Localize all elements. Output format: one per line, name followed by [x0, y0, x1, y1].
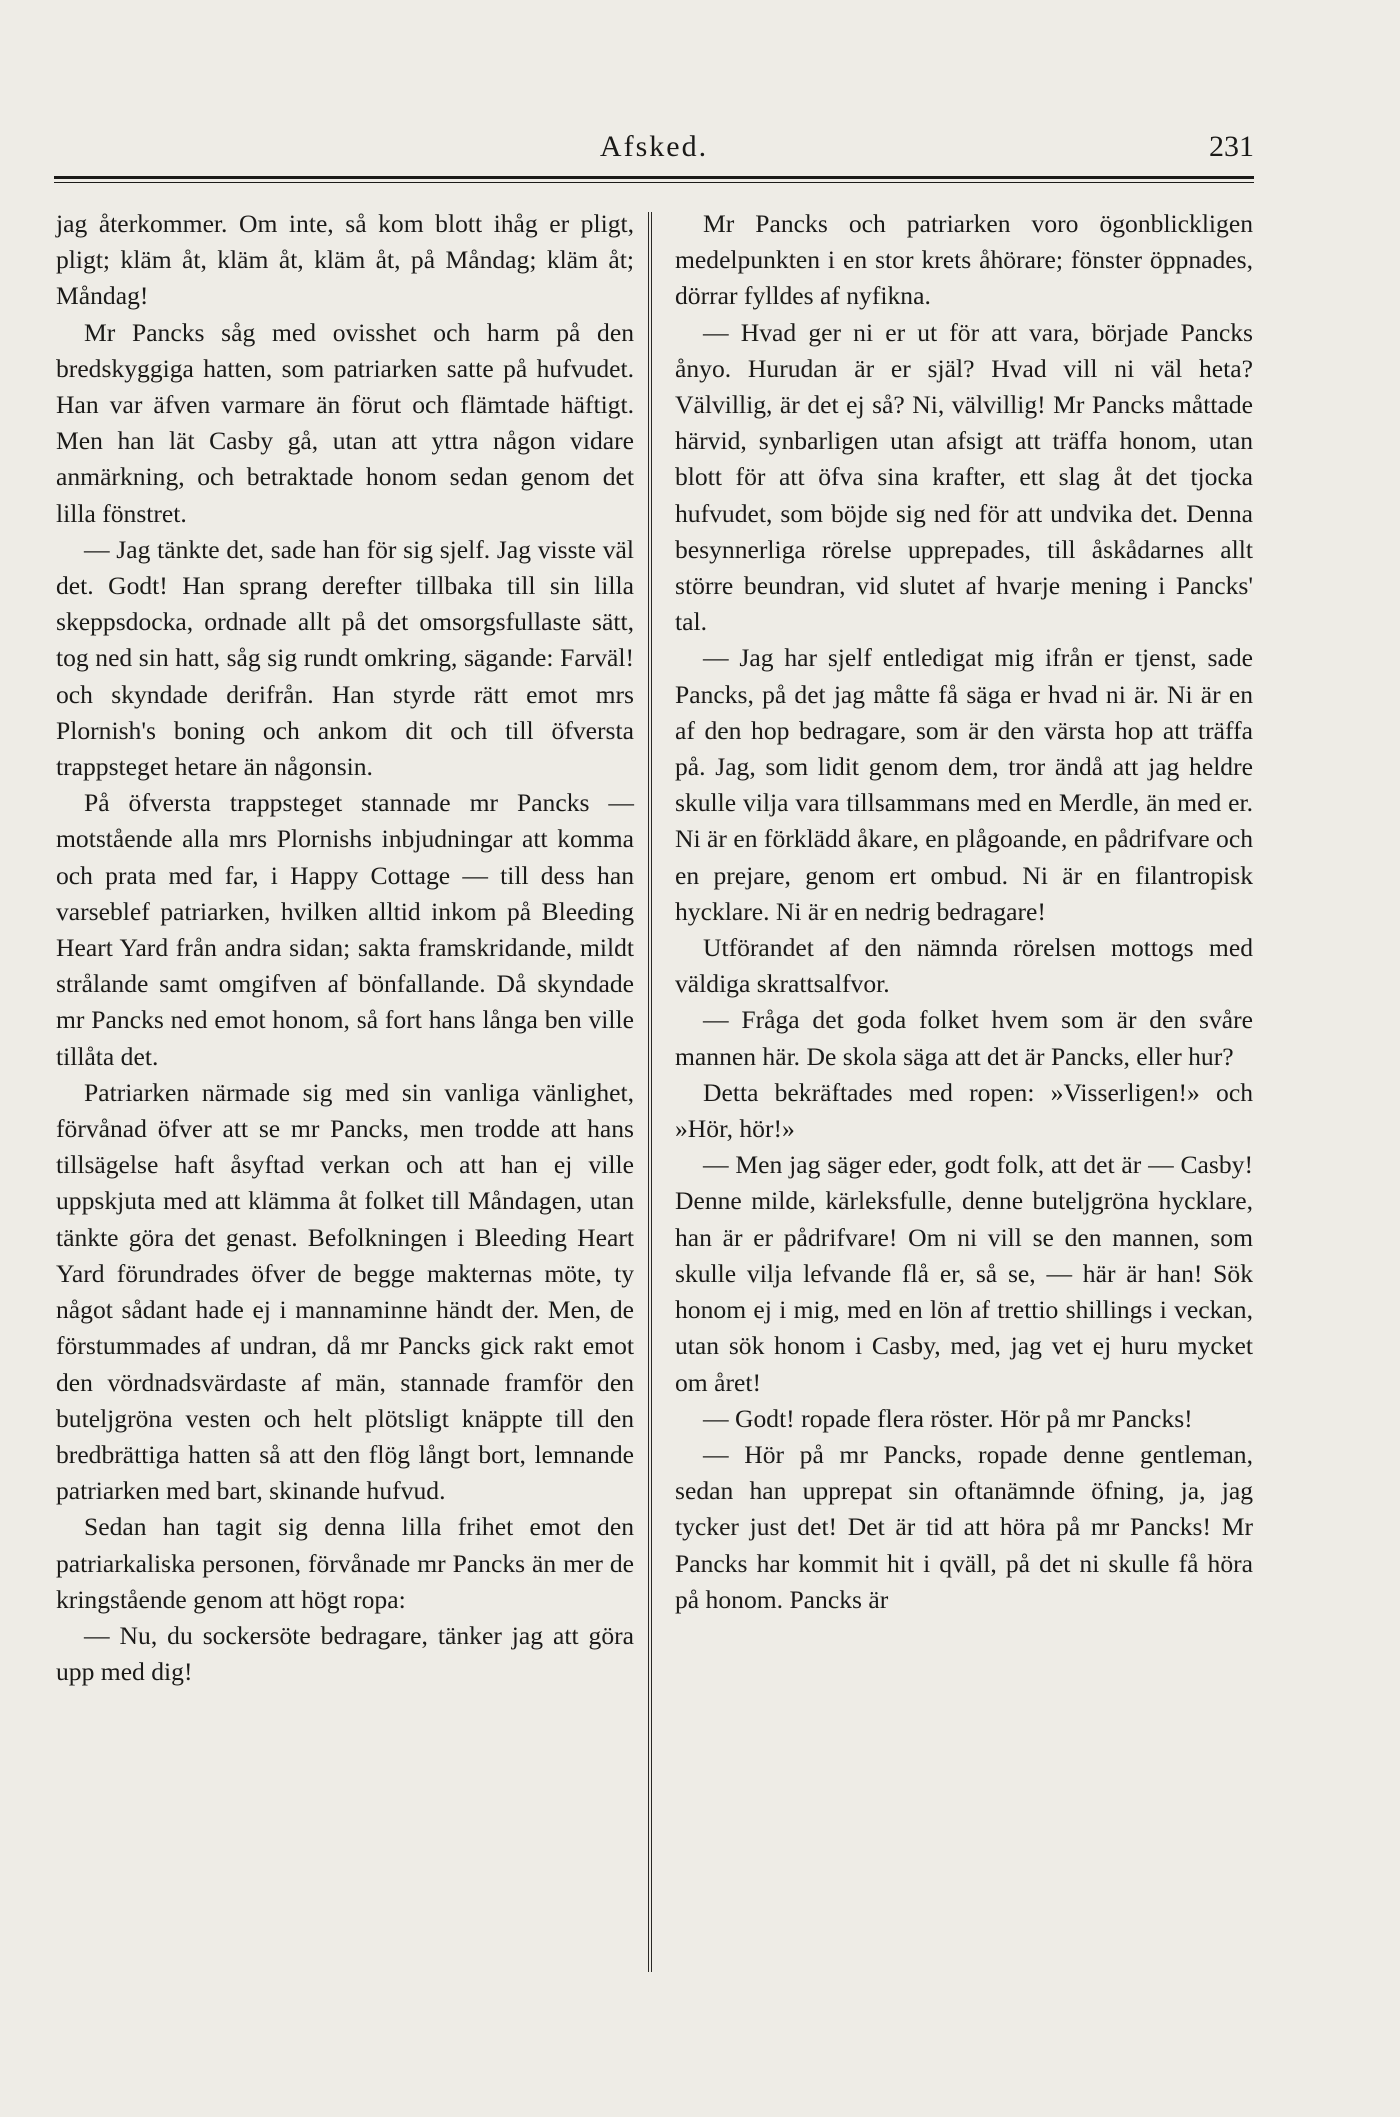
paragraph: Mr Pancks och patriarken voro ögonblickligen medelpunkten i en stor krets åhörare; fönster öppnades, dörrar fylldes af nyfikna.	[675, 209, 1253, 311]
paragraph: — Nu, du sockersöte bedragare, tänker jag att göra upp med dig!	[56, 1620, 634, 1687]
paragraph: Utförandet af den nämnda rörelsen mottogs med väldiga skrattsalfvor.	[675, 933, 1253, 999]
running-head	[54, 128, 1254, 172]
paragraph: — Men jag säger eder, godt folk, att det är — Casby! Denne milde, kärleksfulle, denne buteljgröna hycklare, han är er pådrifvare! Om ni vill se den mannen, som skulle vilja lefvande flå er, så se, — här är han! Sök honom ej i mig, med en lön af trettio shillings i veckan, utan sök honom i Casby, med, jag vet ej huru mycket om året!	[675, 1150, 1253, 1397]
paragraph: Mr Pancks såg med ovisshet och harm på den bredskyggiga hatten, som patriarken satte på hufvudet. Han var äfven varmare än förut och flämtade häftigt. Men han lät Casby gå, utan att yttra någon vidare anmärkning, och betraktade honom sedan genom det lilla fönstret.	[56, 317, 634, 528]
paragraph: På öfversta trappsteget stannade mr Pancks — motstående alla mrs Plornishs inbjudningar att komma och prata med far, i Happy Cottage — till dess han varseblef patriarken, hvilken alltid inkom på Bleeding Heart Yard från andra sidan; sakta framskridande, mildt strålande samt omgifven af bönfallande. Då skyndade mr Pancks ned emot honom, så fort hans långa ben ville tillåta det.	[56, 788, 634, 1071]
running-title: Afsked.	[599, 130, 709, 163]
paragraph: Detta bekräftades med ropen: »Visserligen!» och »Hör, hör!»	[675, 1077, 1253, 1144]
left-column	[56, 206, 634, 1690]
paragraph: — Hvad ger ni er ut för att vara, började Pancks ånyo. Hurudan är er själ? Hvad vill ni väl heta? Välvillig, är det ej så? Ni, välvillig! Mr Pancks måttade härvid, synbarligen utan afsigt att träffa honom, utan blott för att öfva sina krafter, ett slag åt det tjocka hufvudet, som böjde sig ned för att undvika det. Denna besynnerliga rörelse upprepades, till åskådarnes allt större beundran, vid slutet af hvarje mening i Pancks' tal.	[675, 317, 1253, 637]
header-rule	[54, 176, 1254, 182]
paragraph: — Godt! ropade flera röster. Hör på mr Pancks!	[703, 1403, 1193, 1433]
column-divider	[648, 212, 652, 1972]
paragraph: — Fråga det goda folket hvem som är den svåre mannen här. De skola säga att det är Pancks, eller hur?	[675, 1005, 1253, 1071]
paragraph: Sedan han tagit sig denna lilla frihet emot den patriarkaliska personen, förvånade mr Pancks än mer de kringstående genom att högt ropa:	[56, 1512, 634, 1614]
paragraph: — Jag tänkte det, sade han för sig sjelf. Jag visste väl det. Godt! Han sprang derefter tillbaka till sin lilla skeppsdocka, ordnade allt på det omsorgsfullaste sätt, tog ned sin hatt, såg sig rundt omkring, sägande: Farväl! och skyndade derifrån. Han styrde rätt emot mrs Plornish's boning och ankom dit och till öfversta trappsteget hetare än någonsin.	[56, 534, 634, 782]
paragraph: — Jag har sjelf entledigat mig ifrån er tjenst, sade Pancks, på det jag måtte få säga er hvad ni är. Ni är en af den hop bedragare, som är den värsta hop att träffa på. Jag, som lidit genom dem, tror ändå att jag heldre skulle vilja vara tillsammans med en Merdle, än med er. Ni är en förklädd åkare, en plågoande, en pådrifvare och en prejare, genom ert ombud. Ni är en filantropisk hycklare. Ni är en nedrig bedragare!	[675, 643, 1253, 926]
right-column	[675, 206, 1253, 1618]
page-number: 231	[1209, 130, 1254, 163]
paragraph: jag återkommer. Om inte, så kom blott ihåg er pligt, pligt; kläm åt, kläm åt, kläm åt, på Måndag; kläm åt; Måndag!	[56, 209, 634, 311]
paragraph: Patriarken närmade sig med sin vanliga vänlighet, förvånad öfver att se mr Pancks, men trodde att hans tillsägelse haft åsyftad verkan och att han ej ville uppskjuta med att klämma åt folket till Måndagen, utan tänkte göra det genast. Befolkningen i Bleeding Heart Yard förundrades öfver de begge makternas möte, ty något sådant hade ej i mannaminne händt der. Men, de förstummades af undran, då mr Pancks gick rakt emot den vördnadsvärdaste af män, stannade framför den buteljgröna vesten och helt plötsligt knäppte till den bredbrättiga hatten så att den flög långt bort, lemnande patriarken med bart, skinande hufvud.	[56, 1077, 634, 1506]
paragraph: — Hör på mr Pancks, ropade denne gentleman, sedan han upprepat sin oftanämnde öfning, ja, jag tycker just det! Det är tid att höra på mr Pancks! Mr Pancks har kommit hit i qväll, på det ni skulle få höra på honom. Pancks är	[675, 1439, 1253, 1614]
